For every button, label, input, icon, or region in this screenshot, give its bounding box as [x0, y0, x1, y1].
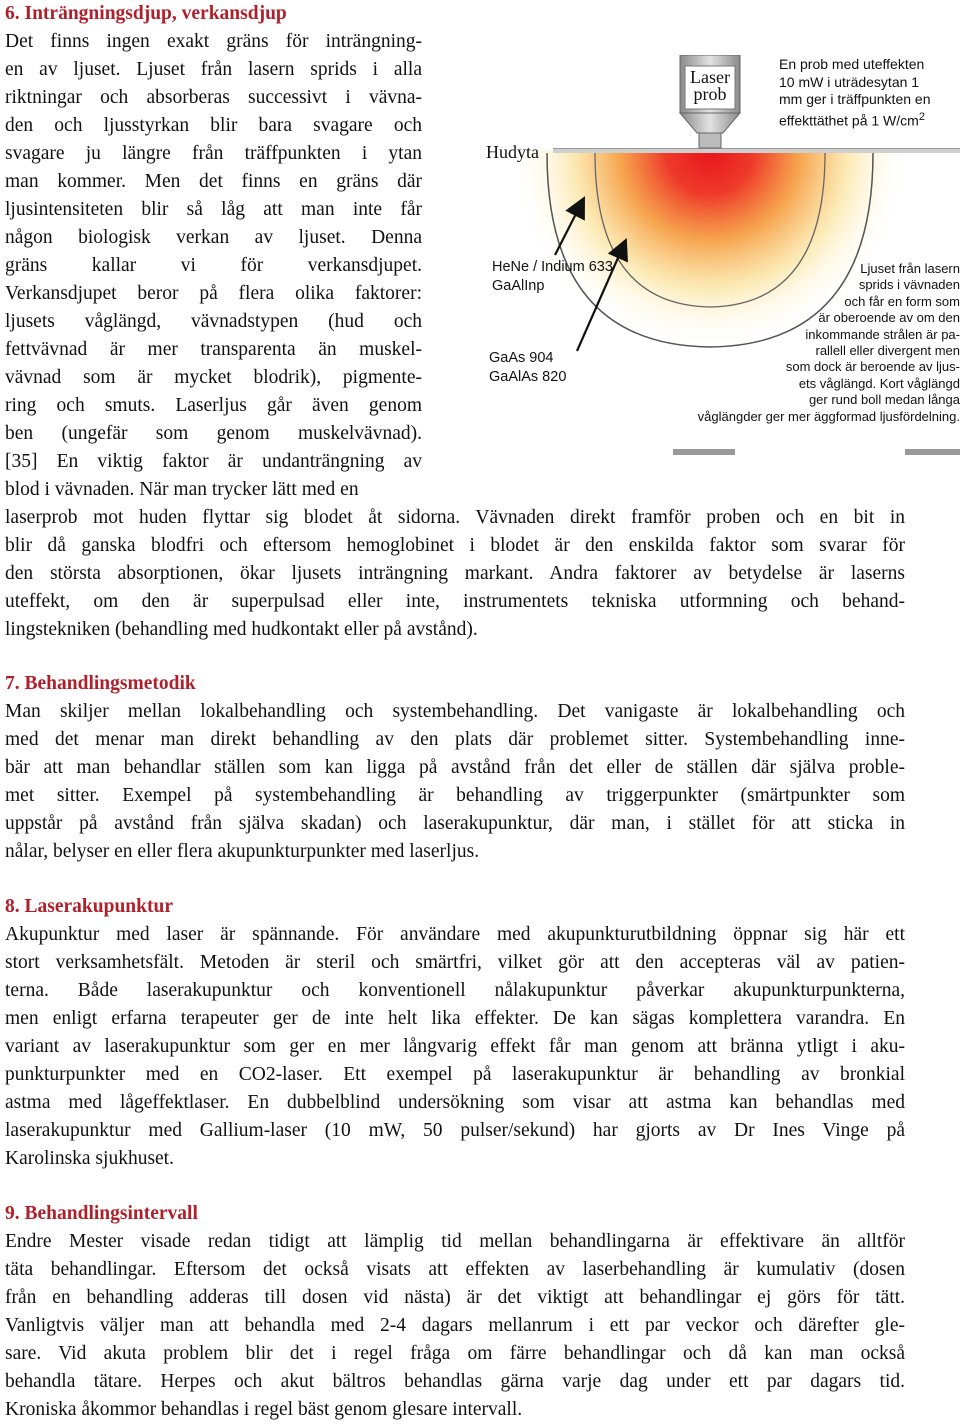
- section-9-line: sare. Vid akuta problem blir det i regel fråga om färre behandlingar och då kan man också: [5, 1343, 905, 1364]
- section-6-line: blir då ganska blodfri och eftersom hemoglobinet i blodet är den enskilda faktor som svarar för: [5, 535, 905, 556]
- section-9-heading: 9. Behandlingsintervall: [5, 1203, 198, 1224]
- section-6-line: blod i vävnaden. När man trycker lätt med en: [5, 479, 359, 500]
- section-8-line: Karolinska sjukhuset.: [5, 1148, 174, 1169]
- section-6-line: ljusintensiteten blir så låg att man inte får: [5, 199, 422, 220]
- section-8-line: stort verksamhetsfält. Metoden är steril och smärtfri, vilket gör att den accepteras väl av patien-: [5, 952, 905, 973]
- section-6-line: svagare ju längre från träffpunkten i ytan: [5, 143, 422, 164]
- section-6-line: man kommer. Men det finns en gräns där: [5, 171, 422, 192]
- section-8-line: punkturpunkter med en CO2-laser. Ett exempel på laserakupunktur är behandling av bronkial: [5, 1064, 905, 1085]
- section-7-line: bär att man behandlar ställen som kan ligga på avstånd från det eller de ställen där själva proble-: [5, 757, 905, 778]
- section-9-line: från en behandling adderas till dosen vid nästa) är det viktigt att behandlingar ej görs för tätt.: [5, 1287, 905, 1308]
- section-6-line: ben (ungefär som genom muskelvävnad).: [5, 423, 422, 444]
- section-6-line: någon biologisk verkan av ljuset. Denna: [5, 227, 422, 248]
- light-spread-caption: Ljuset från lasern sprids i vävnaden och får en form som är oberoende av om den inkommande strålen är pa- rallell eller divergent men som dock är beroende av ljus- ets våglängd. Kort våglängd ger rund boll medan långa våglängder ger mer äggformad ljusfördelning.: [697, 261, 960, 424]
- section-6-line: ring och smuts. Laserljus går även genom: [5, 395, 422, 416]
- section-6-line: gräns kallar vi för verkansdjupet.: [5, 255, 422, 276]
- section-6-line: en av ljuset. Ljuset från lasern sprids i alla: [5, 59, 422, 80]
- section-9-line: Kroniska åkommor behandlas i regel bäst genom glesare intervall.: [5, 1399, 523, 1420]
- section-7-line: nålar, belyser en eller flera akupunkturpunkter med laserljus.: [5, 841, 480, 862]
- section-6-line: den största absorptionen, ökar ljusets inträngning markant. Andra faktorer av betydelse är laserns: [5, 563, 905, 584]
- section-6-heading: 6. Inträngningsdjup, verkansdjup: [5, 3, 287, 24]
- section-8-line: laserakupunktur med Gallium-laser (10 mW, 50 pulser/sekund) har gjorts av Dr Ines Vinge på: [5, 1120, 905, 1141]
- skin-surface-label: Hudyta: [486, 142, 539, 162]
- scale-mark: [905, 449, 960, 455]
- superscript: 2: [918, 110, 925, 123]
- section-8-line: men enligt erfarna terapeuter ger de inte helt lika effekter. De kan sägas komplettera varandra. En: [5, 1008, 905, 1029]
- laser-penetration-figure: [475, 55, 960, 457]
- section-6-line: laserprob mot huden flyttar sig blodet åt sidorna. Vävnaden direkt framför proben och en bit in: [5, 507, 905, 528]
- wavelength-label-long: GaAs 904 GaAlAs 820: [489, 350, 567, 385]
- section-7-line: met sitter. Exempel på systembehandling är behandling av triggerpunkter (smärtpunkter som: [5, 785, 905, 806]
- section-6-line: lingstekniken (behandling med hudkontakt eller på avstånd).: [5, 619, 478, 640]
- section-6-line: riktningar och absorberas successivt i vävna-: [5, 87, 422, 108]
- scale-mark: [673, 449, 735, 455]
- section-7-heading: 7. Behandlingsmetodik: [5, 673, 196, 694]
- section-9-line: täta behandlingar. Eftersom det också visats att effekten av laserbehandling är kumulativ (dosen: [5, 1259, 905, 1280]
- section-6-line: Det finns ingen exakt gräns för inträngning-: [5, 31, 422, 52]
- section-6-line: ljusets våglängd, vävnadstypen (hud och: [5, 311, 422, 332]
- section-8-heading: 8. Laserakupunktur: [5, 896, 173, 917]
- section-8-line: variant av laserakupunktur som ger en mer långvarig effekt får man genom att bränna ytligt i aku-: [5, 1036, 905, 1057]
- laser-probe-label: Laser prob: [690, 67, 730, 104]
- section-6-line: vävnad som är mycket blodrik), pigmente-: [5, 367, 422, 388]
- section-8-line: Akupunktur med laser är spännande. För användare med akupunkturutbildning öppnar sig här ett: [5, 924, 905, 945]
- section-7-line: med det menar man direkt behandling av den plats där problemet sitter. Systembehandling inne-: [5, 729, 905, 750]
- section-6-line: Verkansdjupet beror på flera olika faktorer:: [5, 283, 422, 304]
- section-6-line: [35] En viktig faktor är undanträngning av: [5, 451, 422, 472]
- section-6-line: den och ljusstyrkan blir bara svagare och: [5, 115, 422, 136]
- section-6-line: uteffekt, om den är superpulsad eller inte, instrumentets tekniska utformning och behand-: [5, 591, 905, 612]
- section-8-line: terna. Både laserakupunktur och konventionell nålakupunktur påverkar akupunkturpunkterna,: [5, 980, 905, 1001]
- section-9-line: Endre Mester visade redan tidigt att lämplig tid mellan behandlingarna är effektivare än alltför: [5, 1231, 905, 1252]
- probe-caption: En prob med uteffekten 10 mW i uträdesytan 1 mm ger i träffpunkten en effekttäthet på 1 $W/cm^2$: [779, 56, 931, 129]
- section-7-line: Man skiljer mellan lokalbehandling och systembehandling. Det vanigaste är lokalbehandling och: [5, 701, 905, 722]
- section-8-line: astma med lågeffektlaser. En dubbelblind undersökning som visar att astma kan behandlas med: [5, 1092, 905, 1113]
- section-7-line: uppstår på avstånd från själva skadan) och laserakupunktur, där man, i stället för att sticka in: [5, 813, 905, 834]
- section-9-line: behandla tätare. Herpes och akut bältros behandlas gärna varje dag under ett par dagars tid.: [5, 1371, 905, 1392]
- section-9-line: Vanligtvis väljer man att behandla med 2-4 dagars mellanrum i ett par veckor och därefter gle-: [5, 1315, 905, 1336]
- section-6-line: fettvävnad är mer transparenta än muskel-: [5, 339, 422, 360]
- wavelength-label-short: HeNe / Indium 633 GaAlInp: [492, 259, 613, 294]
